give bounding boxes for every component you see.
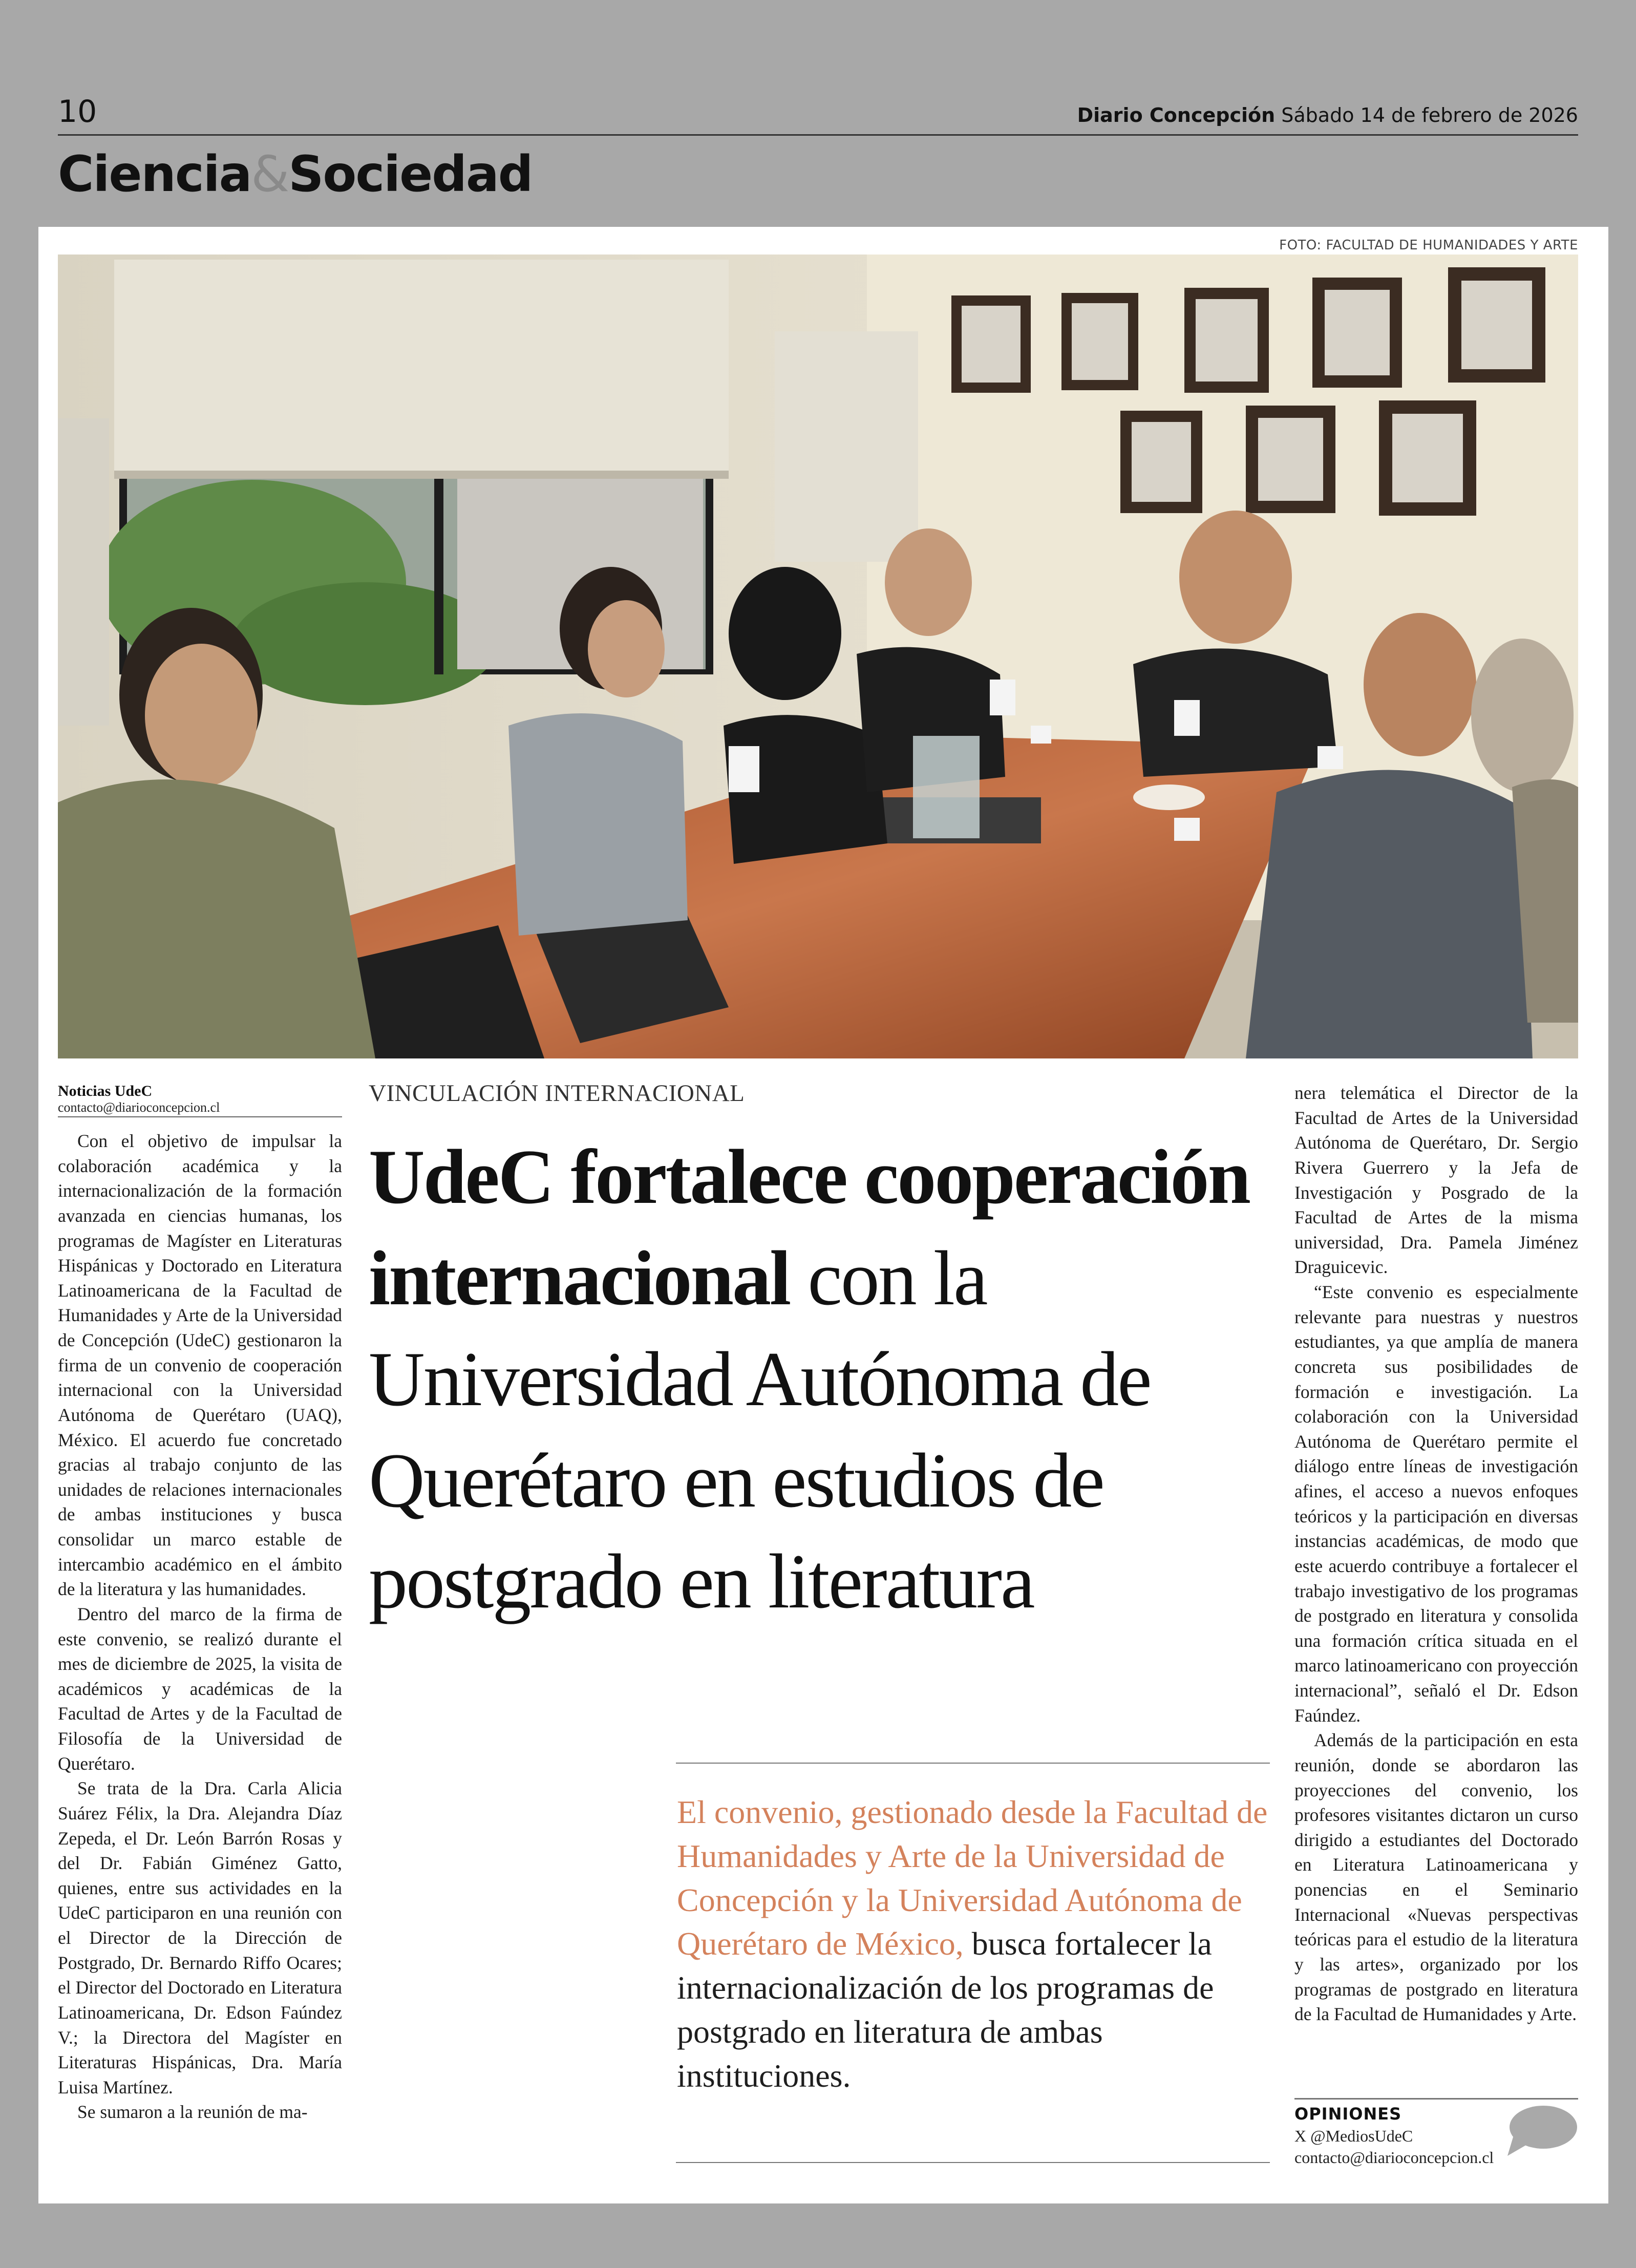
body-column-left (58, 1129, 342, 2125)
body-paragraph: Dentro del marco de la firma de este convenio, se realizó durante el mes de diciembre de 2025, la visita de académicos y académicas de la Facultad de Artes y de la Facultad de Filosofía de la Universidad de Querétaro. (58, 1603, 342, 1774)
body-column-right (1294, 1080, 1578, 2027)
page-number: 10 (58, 94, 97, 130)
headline-regular: con la Universidad Autónoma de Querétaro en estudios de postgrado en literatura (369, 1235, 1151, 1625)
body-paragraph: Se sumaron a la reunión de ma- (77, 2102, 308, 2123)
body-paragraph: Además de la participación en esta reunión, donde se abordaron las proyecciones del convenio, los profesores visitantes dictaron un curso dirigido a estudiantes del Doctorado en Literatura Latinoamericana y ponencias en el Seminario Internacional «Nuevas perspectivas teóricas para el estudio de la literatura y las artes», organizado por los programas de postgrado en literatura de la Facultad de Humanidades y Arte. (1294, 1730, 1578, 2025)
headline-bold: UdeC fortalece cooperación internacional (369, 1134, 1250, 1321)
section-title-right: Sociedad (288, 145, 533, 203)
photo-pitcher (913, 736, 980, 838)
dek-divider-bottom (676, 2162, 1270, 2163)
section-title (58, 145, 533, 203)
meeting-photo (58, 255, 1578, 1058)
body-paragraph: nera telemática el Director de la Facultad de Artes de la Universidad Autónoma de Querétaro, Dr. Sergio Rivera Guerrero y la Jefa de Investigación y Posgrado de la Facultad de Artes de la misma universidad, Dra. Pamela Jiménez Draguicevic. (1294, 1083, 1578, 1278)
byline-email: contacto@diarioconcepcion.cl (58, 1100, 220, 1115)
newspaper-name: Diario Concepción (1077, 104, 1276, 126)
speech-bubble-icon (1504, 2105, 1578, 2158)
dek-regular: busca fortalecer la internacionalización de los programas de postgrado en literatura de ambas instituciones. (677, 1925, 1214, 2094)
body-paragraph: “Este convenio es especialmente relevante para nuestras y nuestros estudiantes, ya que amplía de manera concreta sus posibilidades de formación e investigación. La colaboración con la Universidad Autónoma de Querétaro permite el diálogo entre líneas de investigación afines, el acceso a nuevos enfoques teóricos y la participación en diversas instancias académicas, de modo que este acuerdo contribuye a fortalecer el trabajo investigativo de los programas de postgrado en literatura y consolida una formación crítica situada en el marco latinoamericano con proyección internacional”, señaló el Dr. Edson Faúndez. (1294, 1282, 1578, 1726)
photo-blind-bar (114, 471, 729, 479)
section-title-left: Ciencia (58, 145, 251, 203)
dek-divider-top (676, 1763, 1270, 1764)
photo-door (58, 418, 109, 726)
dek (677, 1790, 1271, 2097)
photo-blind-2 (775, 331, 918, 562)
dek-accent: El convenio, gestionado desde la Facultad de Humanidades y Arte de la Universidad de Concepción y la Universidad Autónoma de Querétaro de México, (677, 1794, 1268, 1962)
opinions-divider (1294, 2098, 1578, 2100)
issue-date: Sábado 14 de febrero de 2026 (1281, 104, 1578, 126)
header-divider (58, 134, 1578, 136)
headline (369, 1127, 1280, 1633)
photo-credit: FOTO: FACULTAD DE HUMANIDADES Y ARTE (1279, 238, 1578, 253)
opinions-x-handle[interactable]: X @MediosUdeC (1294, 2127, 1413, 2145)
photo-snack-plate (1133, 785, 1205, 810)
masthead (1077, 105, 1578, 125)
body-paragraph: Con el objetivo de impulsar la colaboración académica y la internacionalización de la formación avanzada en ciencias humanas, los programas de Magíster en Literaturas Hispánicas y Doctorado en Literatura Latinoamericana de la Facultad de Humanidades y Arte de la Universidad de Concepción (UdeC) gestionaron la firma de un convenio de cooperación internacional con la Universidad Autónoma de Querétaro (UAQ), México. El acuerdo fue concretado gracias al trabajo conjunto de las unidades de relaciones internacionales de ambas instituciones y busca consolidar un marco estable de intercambio académico en el ámbito de la literatura y las humanidades. (58, 1131, 342, 1600)
body-paragraph: Se trata de la Dra. Carla Alicia Suárez Félix, la Dra. Alejandra Díaz Zepeda, el Dr. León Barrón Rosas y del Dr. Fabián Giménez Gatto, quienes, entre sus actividades en la UdeC participaron en una reunión con el Director de la Dirección de Postgrado, Dr. Bernardo Riffo Ocares; el Director del Doctorado en Literatura Latinoamericana, Dr. Edson Faúndez V.; la Directora del Magíster en Literaturas Hispánicas, Dra. María Luisa Martínez. (58, 1778, 342, 2097)
photo-blind (114, 260, 729, 475)
opinions-title: OPINIONES (1294, 2104, 1402, 2124)
byline-author: Noticias UdeC (58, 1083, 153, 1099)
section-title-ampersand: & (251, 145, 289, 203)
kicker: VINCULACIÓN INTERNACIONAL (369, 1080, 745, 1107)
opinions-email[interactable]: contacto@diarioconcepcion.cl (1294, 2148, 1494, 2167)
byline-divider (58, 1116, 342, 1117)
byline (58, 1083, 345, 1115)
